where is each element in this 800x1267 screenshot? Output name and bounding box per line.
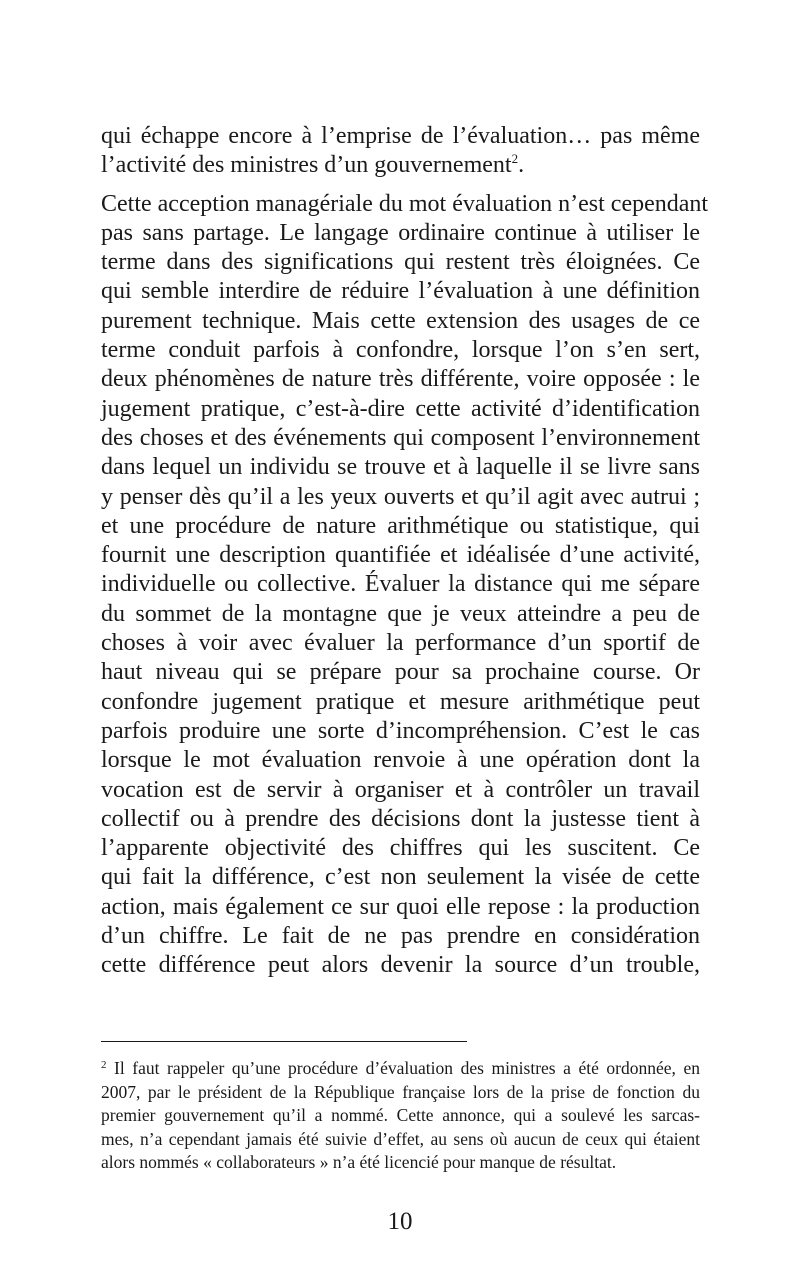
footnote-divider (101, 1041, 467, 1042)
text-line: qui semble interdire de réduire l’évaluation à une définition (101, 278, 700, 305)
text-line: jugement pratique, c’est-à-dire cette activité d’identification (101, 395, 700, 422)
footnote-line: 2007, par le président de la République française lors de la prise de fonction du (101, 1081, 700, 1102)
text-line: vocation est de servir à organiser et à contrôler un travail (101, 776, 700, 803)
text-line: dans lequel un individu se trouve et à laquelle il se livre sans (101, 454, 700, 481)
text-line: action, mais également ce sur quoi elle repose : la production (101, 893, 700, 920)
text-line: des choses et des événements qui composent l’environnement (101, 424, 700, 451)
text-line: choses à voir avec évaluer la performance d’un sportif de (101, 630, 700, 657)
text-line: pas sans partage. Le langage ordinaire continue à utiliser le (101, 219, 700, 246)
text-line: et une procédure de nature arithmétique ou statistique, qui (101, 512, 700, 539)
footnote-line: alors nommés « collaborateurs » n’a été licencié pour manque de résultat. (101, 1152, 617, 1172)
footnote-line: mes, n’a cependant jamais été suivie d’effet, au sens où aucun de ceux qui étaient (101, 1128, 700, 1149)
footnote-line: premier gouvernement qu’il a nommé. Cette annonce, qui a soulevé les sarcas- (101, 1105, 700, 1125)
paragraph-2 (101, 190, 709, 981)
footnote (101, 1057, 700, 1175)
text-line: parfois produire une sorte d’incompréhension. C’est le cas (101, 717, 700, 744)
text-line: individuelle ou collective. Évaluer la distance qui me sépare (101, 571, 700, 598)
text-line: purement technique. Mais cette extension des usages de ce (101, 307, 700, 334)
text-line: y penser dès qu’il a les yeux ouverts et qu’il agit avec autrui ; (101, 483, 700, 510)
text-line: collectif ou à prendre des décisions dont la justesse tient à (101, 805, 700, 832)
text-line: cette différence peut alors devenir la source d’un trouble, (101, 952, 700, 979)
text-line: l’apparente objectivité des chiffres qui les suscitent. Ce (101, 835, 700, 862)
footnote-marker: 2 (101, 1059, 107, 1071)
main-text (101, 122, 709, 981)
text-line: fournit une description quantifiée et idéalisée d’une activité, (101, 542, 700, 569)
text-line: qui fait la différence, c’est non seulement la visée de cette (101, 864, 700, 891)
footnote-reference[interactable]: 2 (511, 151, 519, 167)
footnote-line: $^2$ Il faut rappeler qu’une procédure d’évaluation des ministres a été ordonnée, en (101, 1058, 700, 1078)
text-line: du sommet de la montagne que je veux atteindre a peu de (101, 600, 700, 627)
text-line: Cette acception managériale du mot évaluation n’est cependant (101, 190, 709, 217)
text-line: confondre jugement pratique et mesure arithmétique peut (101, 688, 700, 715)
page-number: 10 (387, 1208, 413, 1235)
text-line: d’un chiffre. Le fait de ne pas prendre en considération (101, 923, 700, 950)
text-line: deux phénomènes de nature très différente, voire opposée : le (101, 366, 700, 393)
text-line: lorsque le mot évaluation renvoie à une opération dont la (101, 747, 700, 774)
text-line: terme conduit parfois à confondre, lorsque l’on s’en sert, (101, 337, 700, 364)
text-line: qui échappe encore à l’emprise de l’évaluation… pas même (101, 123, 700, 149)
paragraph-1 (101, 122, 700, 181)
text-line: l’activité des ministres d’un gouvernement$^2$. (101, 151, 525, 179)
text-line: terme dans des significations qui restent très éloignées. Ce (101, 249, 700, 276)
text-line: haut niveau qui se prépare pour sa prochaine course. Or (101, 659, 700, 686)
